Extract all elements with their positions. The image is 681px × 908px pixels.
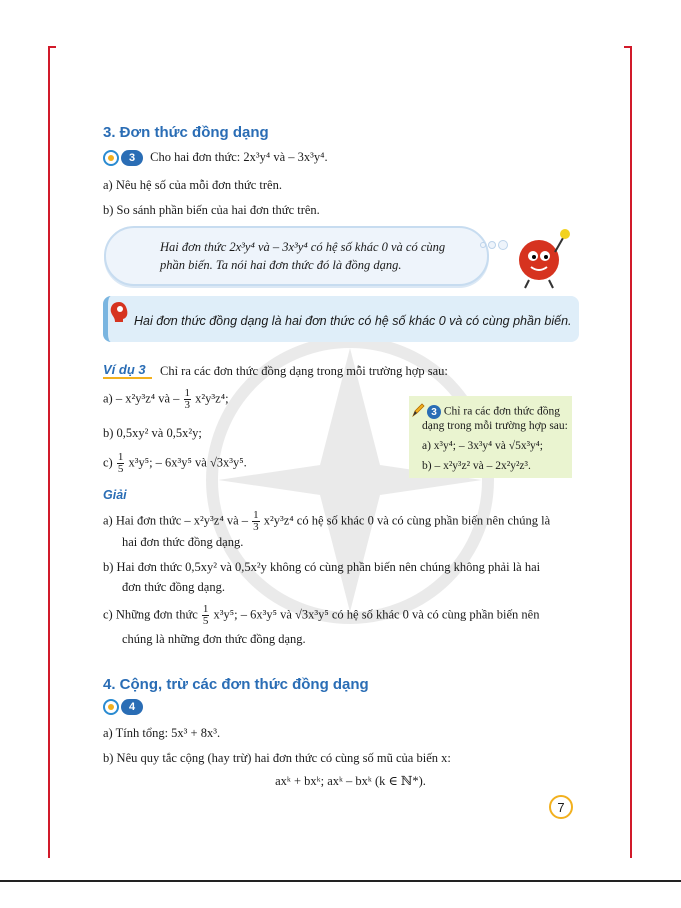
fraction-numerator: 1 (117, 451, 124, 463)
fraction (202, 604, 210, 627)
solution-label: Giải (103, 488, 127, 502)
page-border-right (630, 46, 632, 858)
activity-number: 4 (121, 699, 143, 715)
activity-4-formula: axᵏ + bxᵏ; axᵏ – bxᵏ (k ∈ ℕ*). (275, 774, 426, 788)
solution-part-a-cont: hai đơn thức đồng dạng. (122, 535, 244, 549)
example-c-suffix: x³y⁵; – 6x³y⁵ và √3x³y⁵. (128, 455, 247, 470)
activity-badge (103, 699, 143, 715)
page-border-left (48, 46, 50, 858)
pencil-icon (411, 402, 425, 418)
activity-4-part-b: b) Nêu quy tắc cộng (hay trừ) hai đơn thức có cùng số mũ của biến x: (103, 751, 451, 765)
solution-c-prefix: c) Những đơn thức (103, 607, 198, 622)
page-border-left-tick (48, 46, 56, 48)
practice-number: 3 (427, 405, 441, 419)
bottom-divider (0, 880, 681, 882)
definition-text: Hai đơn thức đồng dạng là hai đơn thức có hệ số khác 0 và có cùng phần biến. (134, 314, 572, 328)
activity-4-row (103, 699, 147, 715)
section-3-title: 3. Đơn thức đồng dạng (103, 124, 269, 141)
example-label: Ví dụ 3 (103, 362, 152, 379)
solution-c-suffix: x³y⁵; – 6x³y⁵ và √3x³y⁵ có hệ số khác 0 và có cùng phần biến nên (213, 607, 540, 622)
solution-part-b-line-1: b) Hai đơn thức 0,5xy² và 0,5x²y không có cùng phần biến nên chúng không phải là hai (103, 560, 541, 574)
fraction-numerator: 1 (202, 603, 209, 615)
activity-icon (103, 699, 119, 715)
fraction (252, 510, 260, 533)
practice-title-line-2: dạng trong mỗi trường hợp sau: (422, 420, 568, 432)
solution-a-prefix: a) Hai đơn thức – x²y³z⁴ và – (103, 513, 248, 528)
practice-title-1: Chỉ ra các đơn thức đồng (443, 405, 560, 418)
example-part-b: b) 0,5xy² và 0,5x²y; (103, 426, 202, 440)
section-4-title: 4. Cộng, trừ các đơn thức đồng dạng (103, 676, 369, 693)
practice-part-b: b) – x²y³z² và – 2x²y²z³. (422, 460, 531, 472)
fraction-denominator: 5 (202, 615, 209, 627)
solution-part-b-line-2: đơn thức đồng dạng. (122, 580, 225, 594)
solution-part-a (103, 510, 550, 533)
solution-part-c-cont: chúng là những đơn thức đồng dạng. (122, 632, 306, 646)
solution-a-suffix: x²y³z⁴ có hệ số khác 0 và có cùng phần biến nên chúng là (263, 513, 551, 528)
activity-icon (103, 150, 119, 166)
practice-title-line-1 (427, 405, 560, 419)
activity-3-row (103, 150, 328, 166)
practice-part-a: a) x³y⁴; – 3x³y⁴ và √5x³y⁴; (422, 440, 543, 452)
example-prompt: Chỉ ra các đơn thức đồng dạng trong mỗi trường hợp sau: (160, 364, 448, 378)
thought-cloud-line-1: Hai đơn thức 2x³y⁴ và – 3x³y⁴ có hệ số khác 0 và có cùng (160, 240, 446, 254)
activity-3-text: Cho hai đơn thức: 2x³y⁴ và – 3x³y⁴. (150, 150, 328, 164)
fraction (184, 388, 192, 411)
activity-badge (103, 150, 143, 166)
activity-3-part-b: b) So sánh phần biến của hai đơn thức trên. (103, 203, 320, 217)
fraction-numerator: 1 (184, 387, 191, 399)
thought-cloud-text (160, 238, 480, 274)
activity-3-part-a: a) Nêu hệ số của mỗi đơn thức trên. (103, 178, 282, 192)
example-a-suffix: x²y³z⁴; (195, 391, 229, 406)
fraction-denominator: 3 (184, 399, 191, 411)
example-part-c (103, 452, 247, 475)
example-c-prefix: c) (103, 455, 113, 470)
fraction-denominator: 3 (253, 521, 259, 533)
fraction-numerator: 1 (253, 509, 259, 521)
example-a-prefix: a) – x²y³z⁴ và – (103, 391, 180, 406)
mascot-ball-icon (505, 222, 575, 292)
fraction-denominator: 5 (117, 463, 124, 475)
page-border-right-tick (624, 46, 632, 48)
head-idea-icon (109, 300, 129, 324)
solution-part-c (103, 604, 539, 627)
thought-cloud-line-2: phần biến. Ta nói hai đơn thức đó là đồng dạng. (160, 258, 402, 272)
activity-4-part-a: a) Tính tổng: 5x³ + 8x³. (103, 726, 221, 740)
activity-number: 3 (121, 150, 143, 166)
example-part-a (103, 388, 229, 411)
fraction (117, 452, 125, 475)
page-number: 7 (549, 795, 573, 819)
